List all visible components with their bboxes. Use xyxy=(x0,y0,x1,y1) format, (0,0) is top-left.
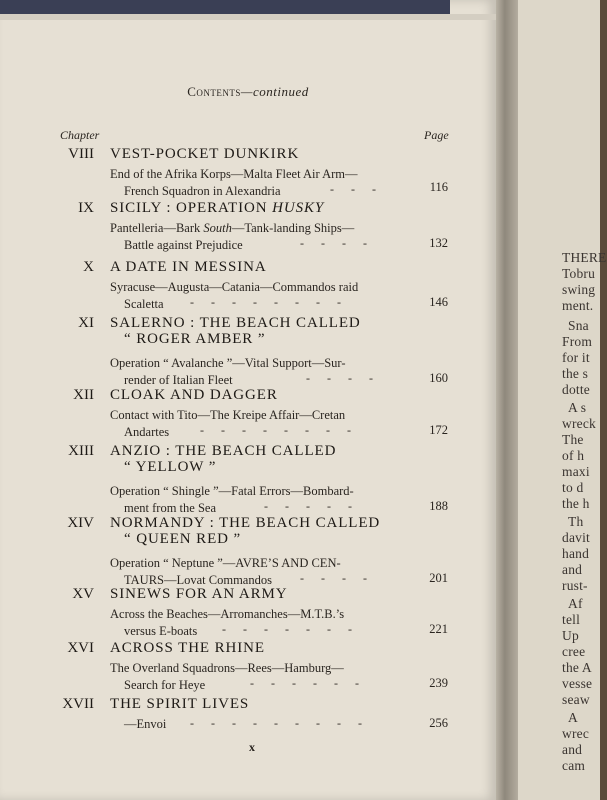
facing-page-line: vesse xyxy=(562,676,593,691)
leader-dots: - - - - - - xyxy=(250,676,361,690)
facing-page-line: wrec xyxy=(562,726,590,741)
page-number: 188 xyxy=(429,499,448,513)
chapter-number: IX xyxy=(78,200,94,216)
chapter-title: SICILY : OPERATION HUSKY xyxy=(110,200,325,216)
running-head xyxy=(0,84,496,100)
chapter-number: XVII xyxy=(62,696,94,712)
page-number: 256 xyxy=(429,716,448,730)
page-number: 116 xyxy=(429,180,448,194)
running-head-suffix: —continued xyxy=(240,84,309,99)
facing-page-line: hand xyxy=(562,546,590,561)
chapter-title: THE SPIRIT LIVES xyxy=(110,696,250,712)
facing-page-line: rust- xyxy=(562,578,588,593)
leader-dots: - - - - - - - - xyxy=(200,423,353,437)
page-number: 146 xyxy=(429,295,448,309)
chapter-number: XIV xyxy=(67,515,94,531)
facing-page-line: swing xyxy=(562,282,596,297)
facing-page-line: davit xyxy=(562,530,590,545)
leader-dots: - - - - - - - xyxy=(222,622,354,636)
facing-page-line: Th xyxy=(568,514,584,529)
chapter-number: XI xyxy=(78,315,94,331)
facing-page-line: Sna xyxy=(568,318,589,333)
chapter-title: SALERNO : THE BEACH CALLED “ ROGER AMBER ” xyxy=(110,315,361,347)
page-number: 221 xyxy=(429,622,448,636)
facing-page-line: of h xyxy=(562,448,585,463)
chapter-number: X xyxy=(83,259,94,275)
facing-page-line: for it xyxy=(562,350,590,365)
leader-dots: - - - - xyxy=(300,571,369,585)
chapter-summary: Operation “ Neptune ”—AVRE’S AND CEN- TAURS—Lovat Commandos xyxy=(110,556,341,587)
folio-number: x xyxy=(249,740,255,754)
chapter-summary: Operation “ Avalanche ”—Vital Support—Sur- render of Italian Fleet xyxy=(110,356,346,387)
facing-page-line: ment. xyxy=(562,298,594,313)
facing-page-line: cree xyxy=(562,644,586,659)
facing-page-line: Tobru xyxy=(562,266,596,281)
facing-page-line: and xyxy=(562,742,583,757)
page-column-header: Page xyxy=(424,128,449,142)
running-head-label: Contents xyxy=(187,84,241,99)
leader-dots: - - - - xyxy=(300,236,369,250)
chapter-title: CLOAK AND DAGGER xyxy=(110,387,278,403)
book-cover-edge xyxy=(0,0,450,14)
leader-dots: - - - xyxy=(330,182,378,196)
page-number: 239 xyxy=(429,676,448,690)
chapter-summary: Pantelleria—Bark South—Tank-landing Ships— Battle against Prejudice xyxy=(110,221,355,252)
facing-page-line: the A xyxy=(562,660,592,675)
chapter-number: XIII xyxy=(68,443,94,459)
facing-page-line: Af xyxy=(568,596,583,611)
chapter-summary: Across the Beaches—Arromanches—M.T.B.’s versus E-boats xyxy=(110,607,345,638)
chapter-number: XVI xyxy=(67,640,94,656)
page-number: 172 xyxy=(429,423,448,437)
page-number: 160 xyxy=(429,371,448,385)
chapter-title: ANZIO : THE BEACH CALLED “ YELLOW ” xyxy=(110,443,337,475)
facing-page-line: and xyxy=(562,562,583,577)
facing-page-line: tell xyxy=(562,612,581,627)
facing-page-line: A xyxy=(568,710,578,725)
leader-dots: - - - - xyxy=(306,371,375,385)
chapter-column-header: Chapter xyxy=(60,128,100,142)
chapter-number: XII xyxy=(73,387,94,403)
chapter-number: VIII xyxy=(68,146,94,162)
chapter-summary: Operation “ Shingle ”—Fatal Errors—Bombard- ment from the Sea xyxy=(110,484,354,515)
page-top-edge xyxy=(0,14,496,20)
facing-page-line: the s xyxy=(562,366,589,381)
facing-page xyxy=(518,0,607,800)
leader-dots: - - - - - - - - xyxy=(190,295,343,309)
chapter-summary: End of the Afrika Korps—Malta Fleet Air Arm— French Squadron in Alexandria xyxy=(110,167,358,198)
facing-page-line: wreck xyxy=(562,416,596,431)
facing-page-line: From xyxy=(562,334,593,349)
chapter-title: A DATE IN MESSINA xyxy=(110,259,267,275)
page-number: 201 xyxy=(429,571,448,585)
book-gutter xyxy=(496,0,518,800)
chapter-title: NORMANDY : THE BEACH CALLED “ QUEEN RED ” xyxy=(110,515,381,547)
facing-page-line: the h xyxy=(562,496,590,511)
facing-page-line: dotte xyxy=(562,382,590,397)
leader-dots: - - - - - - - - - xyxy=(190,716,364,730)
facing-page-line: seaw xyxy=(562,692,590,707)
facing-page-line: THERE xyxy=(562,250,607,265)
facing-page-line: Up xyxy=(562,628,579,643)
page-number: 132 xyxy=(429,236,448,250)
facing-page-line: maxi xyxy=(562,464,590,479)
leader-dots: - - - - - xyxy=(264,499,354,513)
chapter-title: VEST-POCKET DUNKIRK xyxy=(110,146,300,162)
facing-page-line: to d xyxy=(562,480,584,495)
chapter-title: SINEWS FOR AN ARMY xyxy=(110,586,288,602)
chapter-summary: Syracuse—Augusta—Catania—Commandos raid Scaletta xyxy=(110,280,359,311)
chapter-summary: The Overland Squadrons—Rees—Hamburg— Search for Heye xyxy=(110,661,344,692)
facing-page-line: A s xyxy=(568,400,587,415)
facing-page-line: The xyxy=(562,432,584,447)
chapter-summary: —Envoi xyxy=(124,717,167,731)
chapter-summary: Contact with Tito—The Kreipe Affair—Cretan Andartes xyxy=(110,408,346,439)
facing-page-line: cam xyxy=(562,758,586,773)
chapter-title: ACROSS THE RHINE xyxy=(110,640,265,656)
chapter-number: XV xyxy=(72,586,94,602)
